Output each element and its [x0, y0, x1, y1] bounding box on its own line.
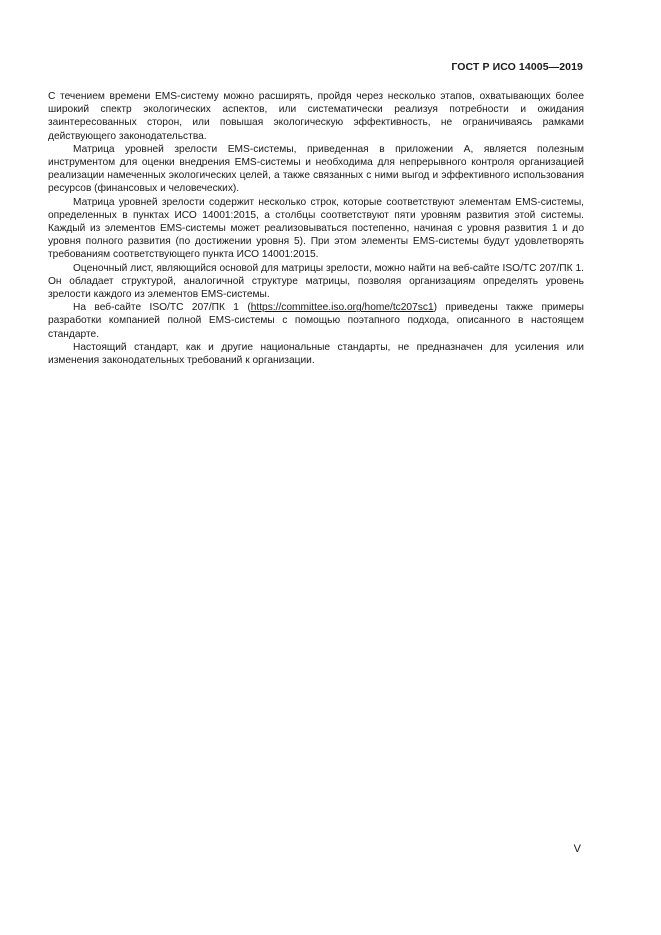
paragraph-maturity-matrix-intro: Матрица уровней зрелости EMS-системы, приведенная в приложении А, является полезным инструментом для оценки внедрения EMS-системы и необходима для непрерывного контроля организацией реализации намеченных экологических целей, а также связанных с ними выгод и эффективного использования ресурсов (финансовых и человеческих).: [48, 143, 584, 195]
paragraph-ems-expansion: С течением времени EMS-систему можно расширять, пройдя через несколько этапов, охватывающих более широкий спектр экологических аспектов, или систематически реализуя потребности и ожидания заинтересованных сторон, или повышая экологическую эффективность, не ограничиваясь рамками действующего законодательства.: [48, 91, 584, 142]
website-text-after: ) приведены также примеры разработки компанией полной EMS-системы с помощью поэтапного подхода, описанного в настоящем стандарте.: [48, 302, 584, 340]
paragraph-maturity-matrix-structure: Матрица уровней зрелости содержит несколько строк, которые соответствуют элементам EMS-системы, определенных в пунктах ИСО 14001:2015, а столбцы соответствуют пяти уровням развития этой системы. Каждый из элементов EMS-системы может реализовываться постепенно, начиная с уровня развития 1 и до уровня полного развития (по достижении уровня 5). При этом элементы EMS-системы будут удовлетворять требованиям соответствующего пункта ИСО 14001:2015.: [48, 196, 584, 261]
document-code-header: ГОСТ Р ИСО 14005—2019: [451, 61, 583, 73]
body-text: [48, 90, 584, 367]
paragraph-assessment-sheet: Оценочный лист, являющийся основой для матрицы зрелости, можно найти на веб-сайте ISO/TC 207/ПК 1. Он обладает структурой, аналогичной структуре матрицы, позволяя организациям определять уровень зрелости каждого из элементов EMS-системы.: [48, 262, 584, 301]
page-number: V: [573, 843, 581, 855]
paragraph-legal-disclaimer: Настоящий стандарт, как и другие национальные стандарты, не предназначен для усиления или изменения законодательных требований к организации.: [48, 341, 584, 367]
website-text-before: На веб-сайте ISO/TC 207/ПК 1 (: [73, 302, 251, 314]
paragraph-website-examples: [48, 301, 584, 341]
committee-website-link[interactable]: https://committee.iso.org/home/tc207sc1: [250, 302, 434, 314]
